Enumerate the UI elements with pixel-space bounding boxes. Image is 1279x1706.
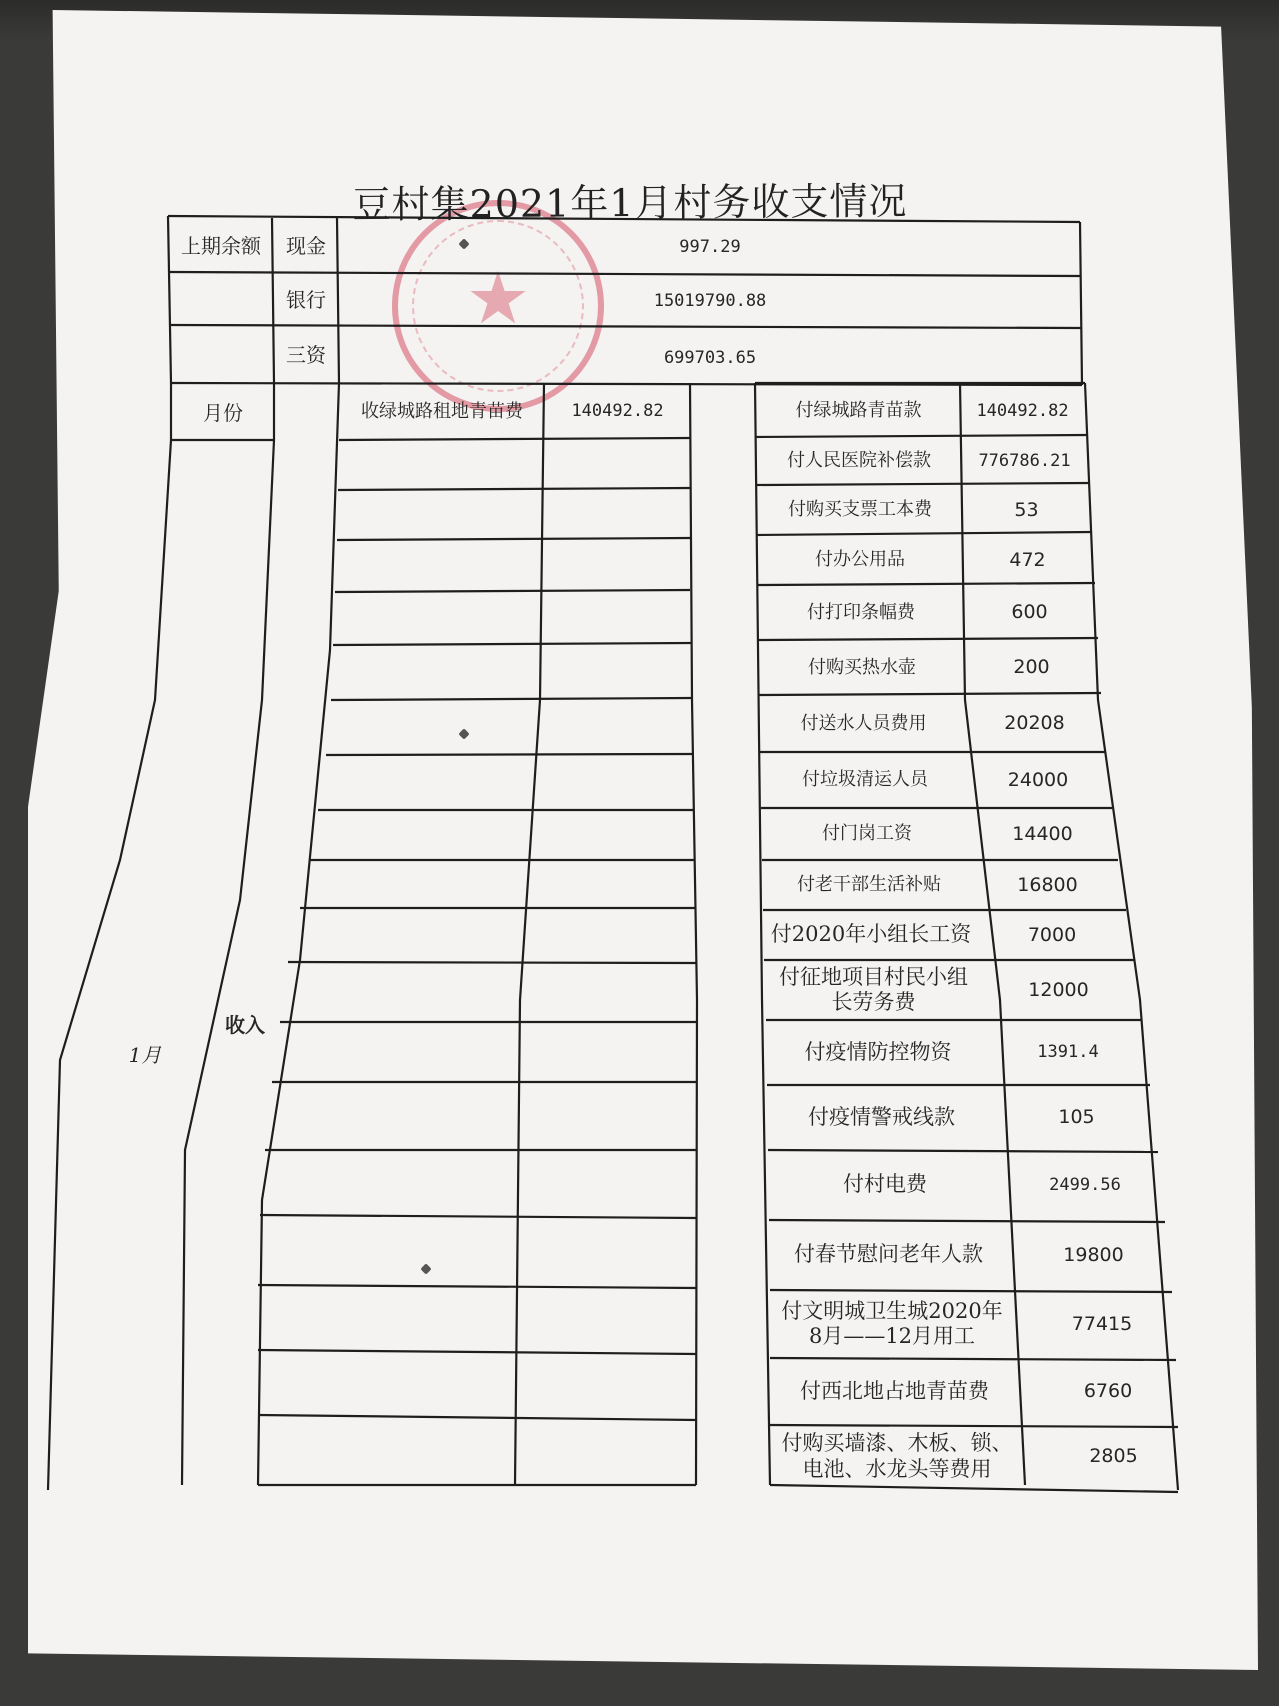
expense-amount: 2499.56 [1049, 1174, 1121, 1195]
expense-item: 付2020年小组长工资 [770, 922, 972, 947]
expense-item: 付征地项目村民小组长劳务费 [779, 964, 968, 1014]
grid-line [258, 1350, 697, 1354]
grid-line [1080, 222, 1082, 385]
month-header: 月份 [203, 400, 243, 425]
expense-item: 付购买支票工本费 [788, 499, 932, 521]
expense-amount: 14400 [1012, 822, 1073, 845]
expense-amount: 105 [1058, 1106, 1095, 1129]
income-item: 收绿城路租地青苗费 [361, 400, 523, 422]
grid-line [258, 1415, 697, 1420]
expense-amount: 16800 [1017, 873, 1078, 896]
balance-header: 上期余额 [181, 234, 261, 258]
expense-amount: 6760 [1083, 1380, 1133, 1403]
grid-line [337, 538, 690, 540]
grid-line [338, 488, 690, 490]
income-amount: 140492.82 [571, 401, 664, 422]
expense-amount: 776786.21 [978, 450, 1071, 471]
expense-item: 付绿城路青苗款 [795, 400, 922, 422]
expense-item: 付人民医院补偿款 [787, 450, 931, 472]
grid-line [326, 754, 692, 755]
expense-amount: 12000 [1028, 978, 1089, 1001]
grid-line [288, 962, 696, 963]
expense-amount: 600 [1011, 601, 1048, 624]
grid-line [333, 643, 691, 645]
grid-line [258, 1285, 697, 1288]
expense-item: 付疫情防控物资 [804, 1039, 952, 1064]
income-label: 收入 [225, 1013, 265, 1037]
expense-item: 付打印条幅费 [807, 601, 915, 623]
month-value: 1月 [128, 1043, 162, 1067]
balance-amount-assets: 699703.65 [663, 347, 757, 368]
balance-type-cash: 现金 [286, 234, 326, 258]
expense-amount: 472 [1009, 548, 1046, 571]
expense-item: 付春节慰问老年人款 [794, 1242, 983, 1267]
expense-item: 付购买热水壶 [808, 656, 916, 678]
grid-line [339, 438, 690, 440]
expense-item: 付文明城卫生城2020年8月——12月用工 [781, 1298, 1003, 1348]
expense-amount: 2805 [1089, 1445, 1138, 1468]
grid-line [258, 383, 339, 1485]
expense-amount: 77415 [1071, 1312, 1133, 1335]
expense-amount: 20208 [1004, 712, 1065, 735]
expense-item: 付购买墙漆、木板、锁、电池、水龙头等费用 [781, 1431, 1013, 1481]
expense-amount: 200 [1013, 656, 1050, 679]
balance-type-bank: 银行 [286, 288, 326, 312]
expense-item: 付垃圾清运人员 [802, 769, 928, 791]
grid-line [48, 440, 171, 1490]
expense-item: 付办公用品 [815, 549, 905, 571]
expense-item: 付村电费 [843, 1172, 927, 1197]
expense-amount: 1391.4 [1037, 1042, 1099, 1063]
expense-item: 付疫情警戒线款 [808, 1104, 955, 1129]
grid-line [690, 383, 697, 1485]
expense-amount: 53 [1014, 498, 1039, 521]
expense-item: 付送水人员费用 [800, 712, 927, 734]
grid-line [260, 1215, 697, 1218]
document-title: 豆村集2021年1月村务收支情况 [352, 179, 908, 227]
balance-type-assets: 三资 [286, 343, 326, 367]
expense-item: 付老干部生活补贴 [797, 874, 941, 896]
expense-amount: 19800 [1063, 1243, 1124, 1266]
grid-line [515, 383, 544, 1485]
balance-amount-cash: 997.29 [679, 236, 741, 257]
seal-star-icon: ★ [465, 256, 531, 340]
expense-amount: 140492.82 [976, 400, 1069, 421]
expense-amount: 24000 [1007, 768, 1069, 791]
grid-line [335, 590, 690, 592]
expense-amount: 7000 [1027, 923, 1077, 946]
balance-amount-bank: 15019790.88 [653, 290, 767, 311]
expense-item: 付西北地占地青苗费 [800, 1378, 989, 1403]
grid-line [331, 698, 691, 700]
expense-item: 付门岗工资 [822, 823, 912, 845]
